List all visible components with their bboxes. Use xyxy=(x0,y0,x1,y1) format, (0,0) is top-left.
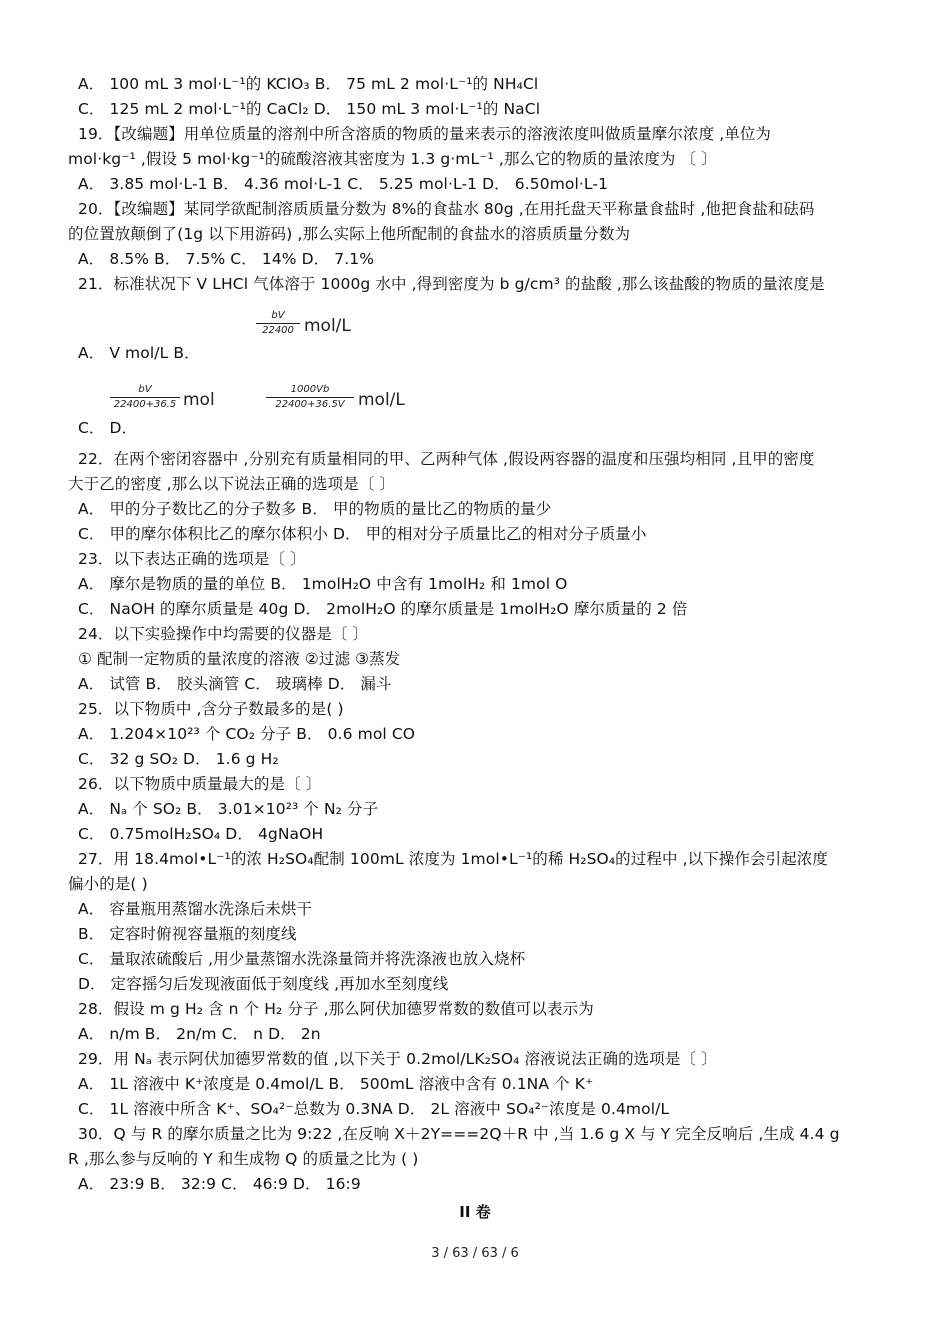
fraction-numerator: bV xyxy=(271,310,285,321)
text-line: 的位置放颠倒了(1g 以下用游码) ,那么实际上他所配制的食盐水的溶质质量分数为 xyxy=(68,225,631,243)
fraction-denominator: 22400 xyxy=(262,325,294,336)
text-line: 20．【改编题】某同学欲配制溶质质量分数为 8%的食盐水 80g ,在用托盘天平称量食盐时 ,他把食盐和砝码 xyxy=(78,200,815,218)
section-title: II 卷 xyxy=(459,1203,491,1221)
text-line: mol·kg⁻¹ ,假设 5 mol·kg⁻¹的硫酸溶液其密度为 1.3 g·mL⁻¹ ,那么它的物质的量浓度为 〔 〕 xyxy=(68,150,717,168)
text-line: A． n/m B． 2n/m C． n D． 2n xyxy=(78,1025,321,1043)
page-footer: 3 / 63 / 63 / 6 xyxy=(431,1246,519,1261)
text-line: A． 甲的分子数比乙的分子数多 B． 甲的物质的量比乙的物质的量少 xyxy=(78,500,552,518)
text-line: C． D． xyxy=(78,419,138,437)
text-line: C． 甲的摩尔体积比乙的摩尔体积小 D． 甲的相对分子质量比乙的相对分子质量小 xyxy=(78,525,647,543)
text-line: A． 100 mL 3 mol·L⁻¹的 KClO₃ B． 75 mL 2 mol·L⁻¹的 NH₄Cl xyxy=(78,75,539,93)
text-line: A． Nₐ 个 SO₂ B． 3.01×10²³ 个 N₂ 分子 xyxy=(78,800,379,818)
text-line: 25．以下物质中 ,含分子数最多的是( ) xyxy=(78,700,344,718)
text-line: A． 试管 B． 胶头滴管 C． 玻璃棒 D． 漏斗 xyxy=(78,675,392,693)
text-line: 23．以下表达正确的选项是〔 〕 xyxy=(78,550,306,568)
text-line: C． NaOH 的摩尔质量是 40g D． 2molH₂O 的摩尔质量是 1molH₂O 摩尔质量的 2 倍 xyxy=(78,600,688,618)
text-line: A． 8.5% B． 7.5% C． 14% D． 7.1% xyxy=(78,250,375,268)
text-line: C． 量取浓硫酸后 ,用少量蒸馏水洗涤量筒并将洗涤液也放入烧杯 xyxy=(78,950,526,968)
text-line: 19．【改编题】用单位质量的溶剂中所含溶质的物质的量来表示的溶液浓度叫做质量摩尔浓度 ,单位为 xyxy=(78,125,772,143)
fraction-denominator: 22400+36.5V xyxy=(275,399,345,410)
text-line: C． 32 g SO₂ D． 1.6 g H₂ xyxy=(78,750,279,768)
text-line: C． 1L 溶液中所含 K⁺、SO₄²⁻总数为 0.3NA D． 2L 溶液中 SO₄²⁻浓度是 0.4mol/L xyxy=(78,1100,670,1118)
fraction-unit: mol xyxy=(183,390,215,410)
text-line: 21．标准状况下 V LHCl 气体溶于 1000g 水中 ,得到密度为 b g/cm³ 的盐酸 ,那么该盐酸的物质的量浓度是 xyxy=(78,275,825,293)
text-line: 24．以下实验操作中均需要的仪器是〔 〕 xyxy=(78,625,369,643)
text-line: 28．假设 m g H₂ 含 n 个 H₂ 分子 ,那么阿伏加德罗常数的数值可以表示为 xyxy=(78,1000,594,1018)
fraction-bar xyxy=(110,397,180,398)
text-line: A． 容量瓶用蒸馏水洗涤后未烘干 xyxy=(78,900,313,918)
fraction-option-b xyxy=(256,310,351,337)
text-line: A． 3.85 mol·L-1 B． 4.36 mol·L-1 C． 5.25 mol·L-1 D． 6.50mol·L-1 xyxy=(78,175,609,193)
text-line: 22．在两个密闭容器中 ,分别充有质量相同的甲、乙两种气体 ,假设两容器的温度和压强均相同 ,且甲的密度 xyxy=(78,450,815,468)
text-line: 大于乙的密度 ,那么以下说法正确的选项是〔 〕 xyxy=(68,475,396,493)
fraction-numerator: 1000Vb xyxy=(290,384,330,395)
fraction-bar xyxy=(266,397,354,398)
fraction-denominator: 22400+36.5 xyxy=(113,399,177,410)
fraction-unit: mol/L xyxy=(358,390,405,410)
text-line: ① 配制一定物质的量浓度的溶液 ②过滤 ③蒸发 xyxy=(78,650,401,668)
fraction-bar xyxy=(256,323,300,324)
text-line: D． 定容摇匀后发现液面低于刻度线 ,再加水至刻度线 xyxy=(78,975,449,993)
fraction-option-d xyxy=(266,384,405,411)
text-line: A． 1.204×10²³ 个 CO₂ 分子 B． 0.6 mol CO xyxy=(78,725,416,743)
text-line: A． 1L 溶液中 K⁺浓度是 0.4mol/L B． 500mL 溶液中含有 0.1NA 个 K⁺ xyxy=(78,1075,594,1093)
text-line: R ,那么参与反响的 Y 和生成物 Q 的质量之比为 ( ) xyxy=(68,1150,419,1168)
text-line: A． 摩尔是物质的量的单位 B． 1molH₂O 中含有 1molH₂ 和 1mol O xyxy=(78,575,568,593)
fraction-numerator: bV xyxy=(138,384,152,395)
text-line: 30．Q 与 R 的摩尔质量之比为 9:22 ,在反响 X＋2Y===2Q＋R 中 ,当 1.6 g X 与 Y 完全反响后 ,生成 4.4 g xyxy=(78,1125,840,1143)
text-line: A． V mol/L B． xyxy=(78,344,200,362)
text-line: 27．用 18.4mol•L⁻¹的浓 H₂SO₄配制 100mL 浓度为 1mol•L⁻¹的稀 H₂SO₄的过程中 ,以下操作会引起浓度 xyxy=(78,850,828,868)
text-line: 26．以下物质中质量最大的是〔 〕 xyxy=(78,775,322,793)
text-line: 29．用 Nₐ 表示阿伏加德罗常数的值 ,以下关于 0.2mol/LK₂SO₄ 溶液说法正确的选项是〔 〕 xyxy=(78,1050,717,1068)
text-line: 偏小的是( ) xyxy=(68,875,148,893)
text-line: B． 定容时俯视容量瓶的刻度线 xyxy=(78,925,297,943)
text-line: C． 0.75molH₂SO₄ D． 4gNaOH xyxy=(78,825,324,843)
fraction-unit: mol/L xyxy=(304,316,351,336)
text-line: C． 125 mL 2 mol·L⁻¹的 CaCl₂ D． 150 mL 3 mol·L⁻¹的 NaCl xyxy=(78,100,541,118)
text-line: A． 23:9 B． 32:9 C． 46:9 D． 16:9 xyxy=(78,1175,361,1193)
fraction-option-c xyxy=(110,384,215,411)
